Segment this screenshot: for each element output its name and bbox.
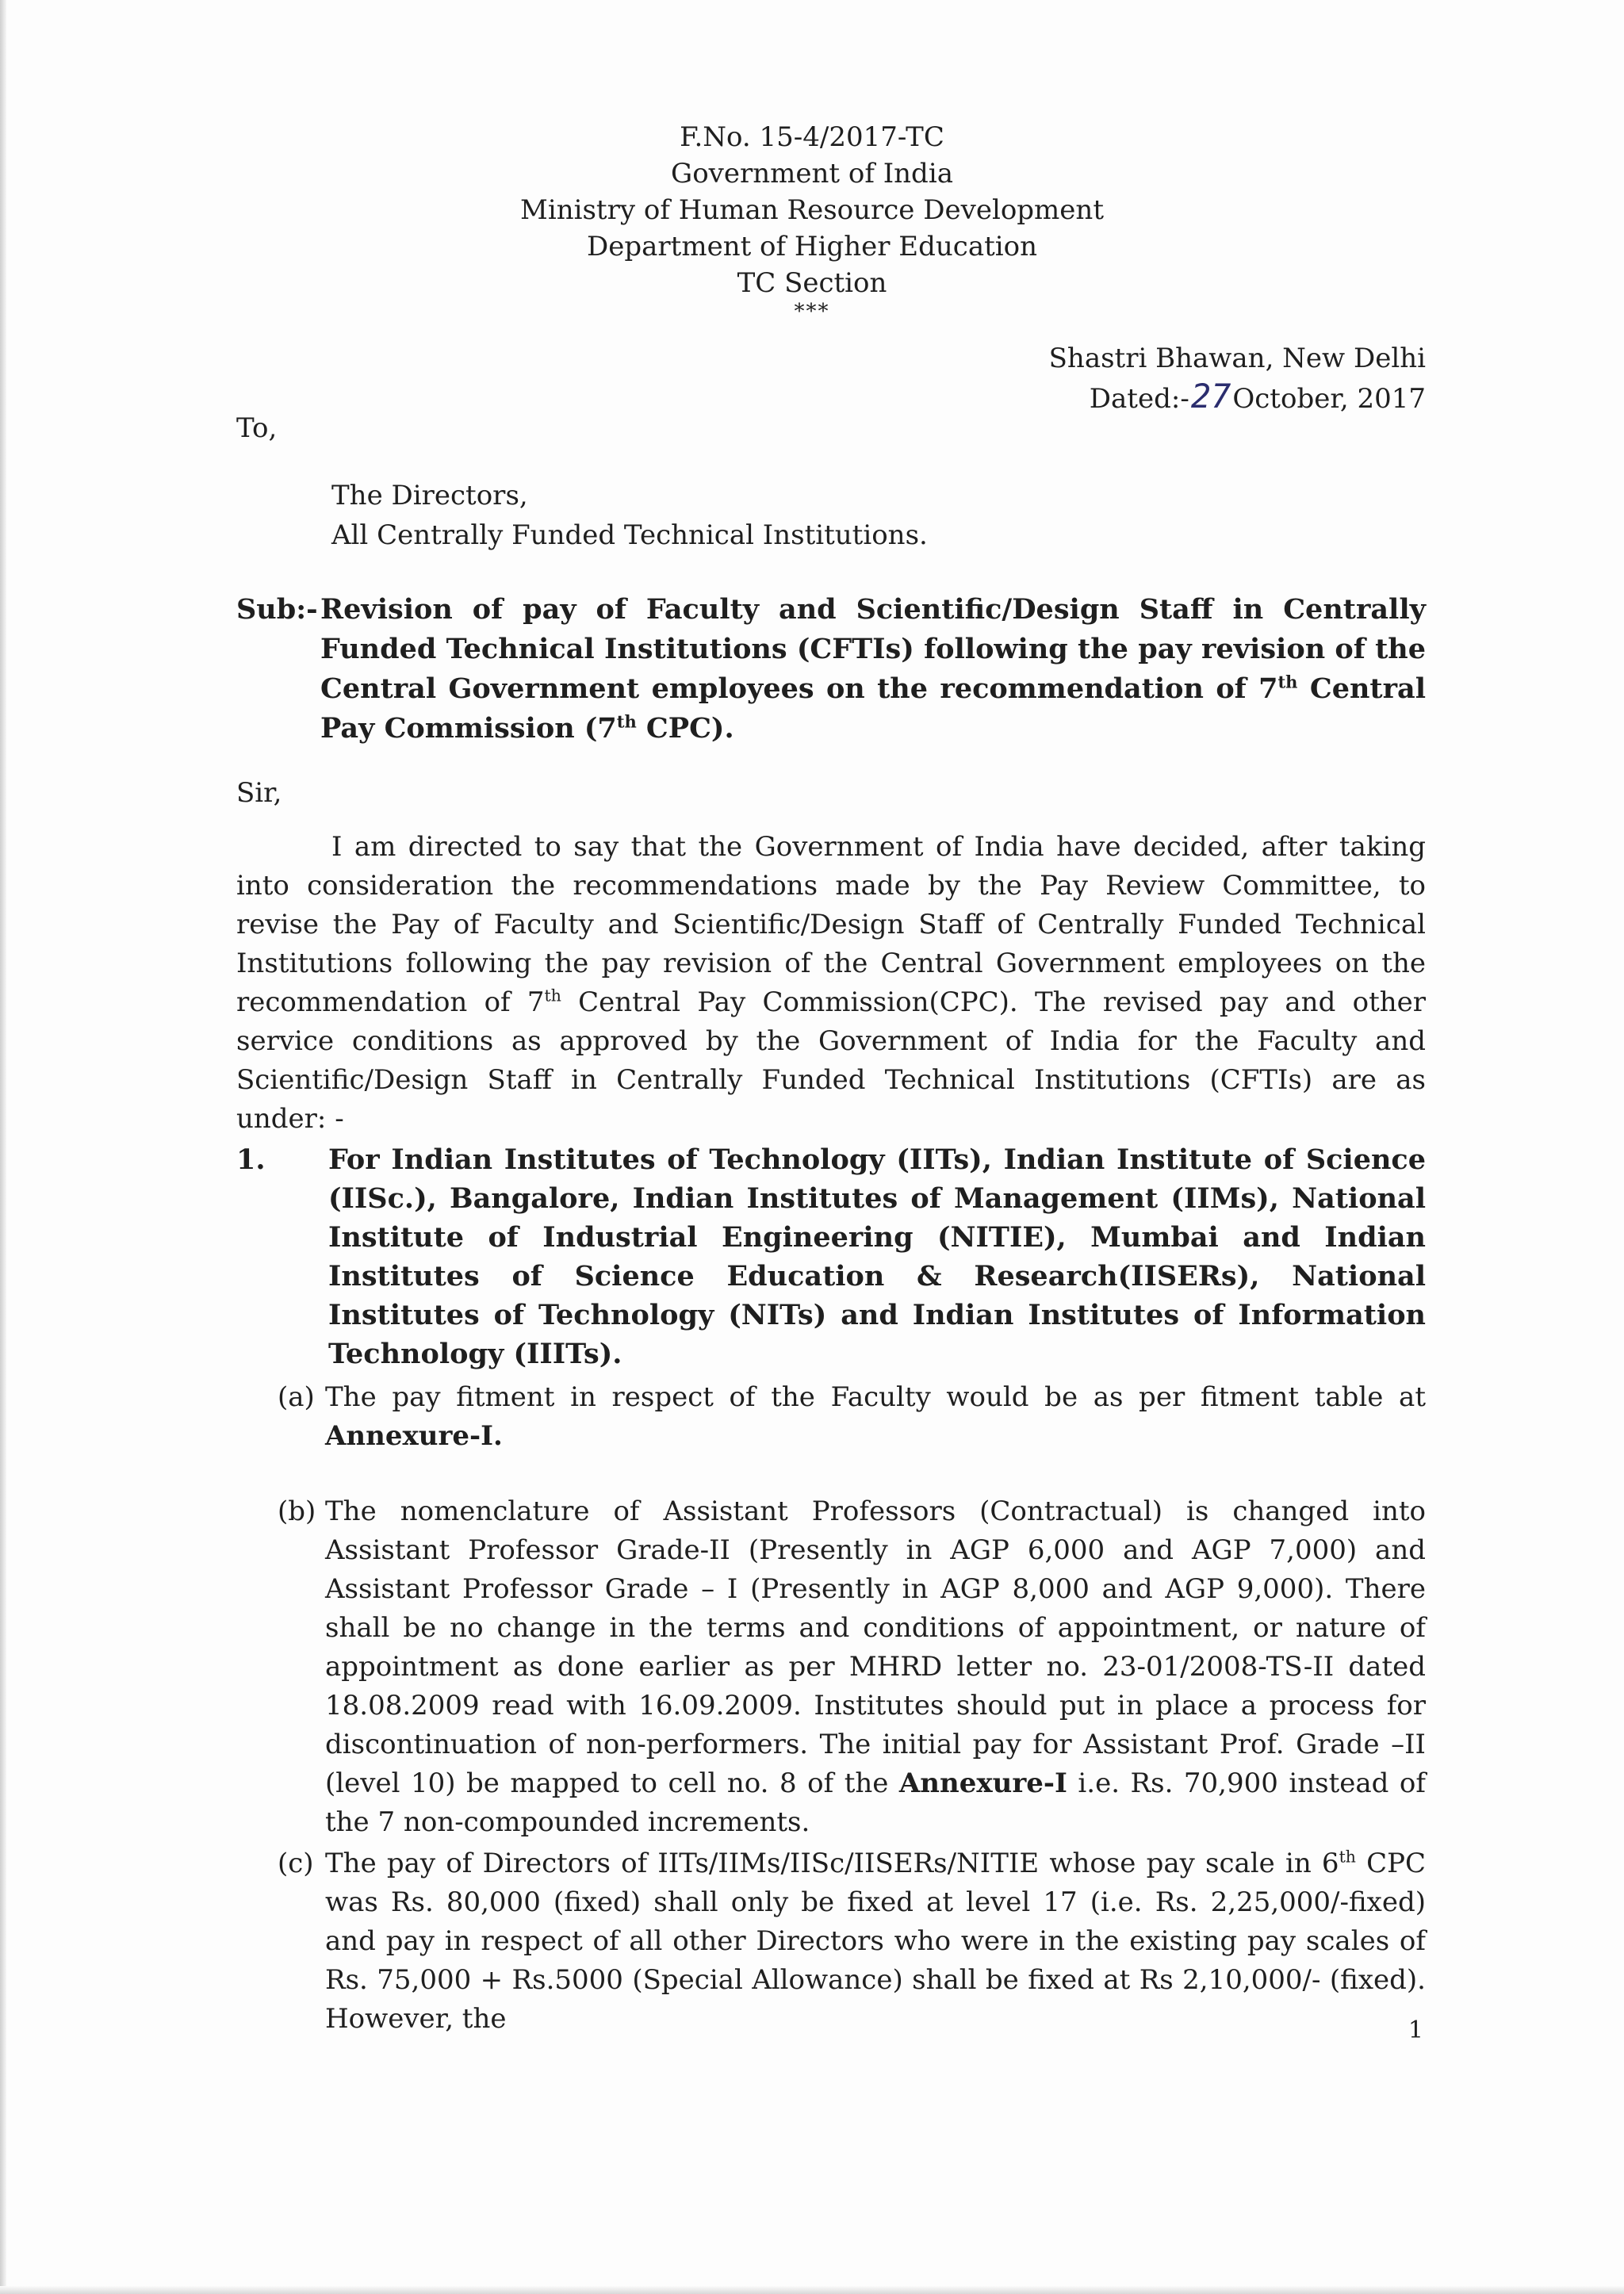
- letter-header: [0, 119, 1624, 322]
- body-text-part-2: Central Pay Commission(CPC). The revised pay and other service conditions as approved by the Government of India for the Faculty and Scientific/Design Staff in Centrally Funded Technical Institutions (CFTIs) are as under: -: [236, 986, 1426, 1135]
- date-line: [1049, 377, 1426, 418]
- item-b-label: (b): [278, 1496, 316, 1527]
- date-prefix: Dated:-: [1089, 383, 1189, 415]
- section-1: [236, 1140, 1426, 1373]
- place-and-date: [1049, 339, 1426, 418]
- addressee-line-2: All Centrally Funded Technical Institutions.: [331, 519, 928, 551]
- item-c-label: (c): [278, 1848, 314, 1879]
- item-a-text-body: The pay fitment in respect of the Faculty would be as per fitment table at: [325, 1381, 1426, 1413]
- item-b: [278, 1492, 1426, 1842]
- item-a-label: (a): [278, 1381, 315, 1413]
- subject-text-part-3: CPC).: [636, 712, 734, 745]
- item-a-text: [325, 1378, 1426, 1456]
- subject-superscript-2: th: [616, 711, 637, 732]
- scan-bottom-edge: [0, 2286, 1624, 2294]
- handwritten-day: 27: [1190, 377, 1231, 416]
- subject-text: [320, 590, 1426, 749]
- item-b-annexure-ref: Annexure-I: [898, 1767, 1067, 1799]
- item-c-superscript: th: [1339, 1847, 1356, 1867]
- body-superscript: th: [544, 986, 561, 1005]
- body-text-part-1: I am directed to say that the Government of India have decided, after taking into consideration the recommendations made by the Pay Review Committee, to revise the Pay of Faculty and Scientific/Design Staff of Centrally Funded Technical Institutions following the pay revision of the Central Government employees on the recommendation of 7: [236, 831, 1426, 1018]
- header-separator: ***: [794, 300, 830, 324]
- department-name: Department of Higher Education: [587, 231, 1037, 262]
- addressee-line-1: The Directors,: [331, 480, 528, 511]
- section-1-heading: For Indian Institutes of Technology (IITs), Indian Institute of Science (IISc.), Bangalore, Indian Institutes of Management (IIMs), National Institute of Industrial Engineering (NITIE), Mumbai and Indian Institutes of Science Education & Research(IISERs), National Institutes of Technology (NITs) and Indian Institutes of Information Technology (IIITs).: [328, 1143, 1426, 1370]
- item-a-annexure-ref: Annexure-I.: [325, 1420, 503, 1452]
- item-b-text-part-1: The nomenclature of Assistant Professors (Contractual) is changed into Assistant Professor Grade-II (Presently in AGP 6,000 and AGP 7,000) and Assistant Professor Grade – I (Presently in AGP 8,000 and AGP 9,000). There shall be no change in the terms and conditions of appointment, or nature of appointment as done earlier as per MHRD letter no. 23-01/2008-TS-II dated 18.08.2009 read with 16.09.2009. Institutes should put in place a process for discontinuation of non-performers. The initial pay for Assistant Prof. Grade –II (level 10) be mapped to cell no. 8 of the: [325, 1496, 1426, 1799]
- page-number: 1: [1408, 2016, 1423, 2044]
- item-a: [278, 1378, 1426, 1456]
- subject-label: Sub:-: [236, 593, 318, 626]
- date-rest: October, 2017: [1232, 383, 1426, 415]
- file-number: F.No. 15-4/2017-TC: [680, 121, 944, 153]
- scan-left-edge: [0, 0, 6, 2294]
- ministry-name: Ministry of Human Resource Development: [520, 194, 1104, 226]
- section-name: TC Section: [737, 267, 887, 299]
- addressee: [331, 476, 928, 555]
- place: Shastri Bhawan, New Delhi: [1048, 343, 1426, 374]
- salutation: Sir,: [236, 777, 282, 809]
- item-c-text-part-1: The pay of Directors of IITs/IIMs/IISc/IISERs/NITIE whose pay scale in 6: [325, 1848, 1339, 1879]
- government-name: Government of India: [671, 158, 953, 190]
- subject-text-part-1: Revision of pay of Faculty and Scientific/Design Staff in Centrally Funded Technical Institutions (CFTIs) following the pay revision of the Central Government employees on the recommendation of 7: [320, 593, 1426, 705]
- item-c-text-part-2: CPC was Rs. 80,000 (fixed) shall only be fixed at level 17 (i.e. Rs. 2,25,000/-fixed) and pay in respect of all other Directors who were in the existing pay scales of Rs. 75,000 + Rs.5000 (Special Allowance) shall be fixed at Rs 2,10,000/- (fixed). However, the: [325, 1848, 1427, 2035]
- item-c-text: [325, 1844, 1426, 2039]
- item-c: [278, 1844, 1426, 2039]
- subject-superscript-1: th: [1277, 672, 1298, 692]
- item-b-text: [325, 1492, 1426, 1842]
- subject-block: [236, 590, 1426, 749]
- item-b-text-part-2: i.e. Rs. 70,900 instead of the 7 non-compounded increments.: [325, 1767, 1426, 1838]
- to-label: To,: [236, 412, 278, 444]
- subject-text-part-2: Central Pay Commission (7: [320, 672, 1426, 745]
- section-1-number: 1.: [236, 1143, 266, 1176]
- body-paragraph: [236, 828, 1426, 1139]
